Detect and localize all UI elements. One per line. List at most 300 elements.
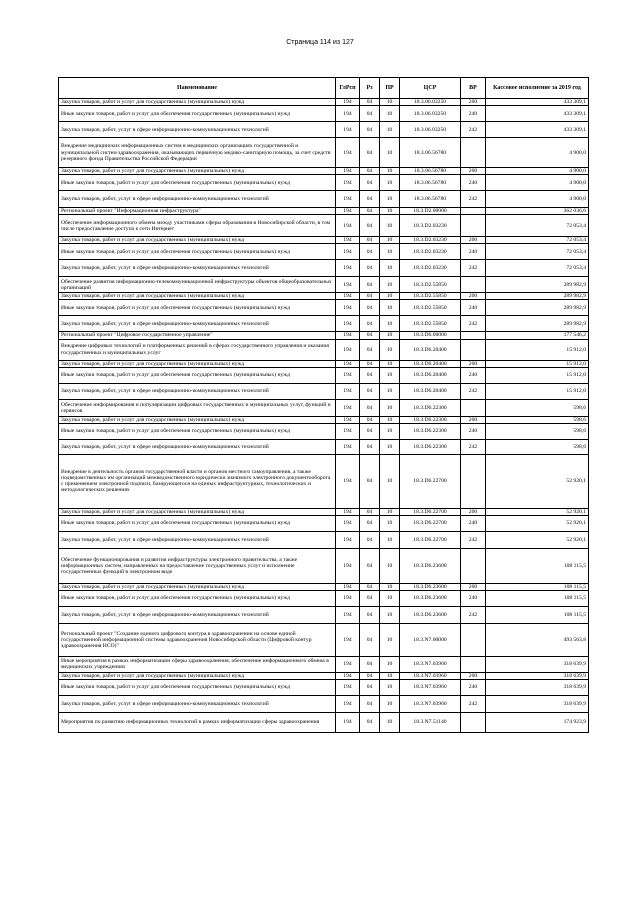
- table-row: [59, 531, 589, 548]
- table-row: [59, 548, 589, 583]
- row-vr: 240: [461, 423, 486, 439]
- row-csr: 18.3.D6.23600: [400, 590, 461, 606]
- row-glrsp: 194: [336, 399, 360, 416]
- row-vr: 200: [461, 508, 486, 515]
- row-glrsp: 194: [336, 175, 360, 191]
- row-rz: 04: [360, 277, 380, 293]
- row-glrsp: 194: [336, 339, 360, 360]
- row-rz: 04: [360, 260, 380, 277]
- header-sum: Кассовое исполнение за 2019 год: [486, 78, 589, 99]
- row-csr: 18.3.N7.51140: [400, 713, 461, 733]
- table-row: [59, 383, 589, 399]
- row-vr: [461, 399, 486, 416]
- row-csr: 18.3.D2.55850: [400, 316, 461, 332]
- row-csr: 18.3.06.56780: [400, 191, 461, 208]
- row-csr: 18.3.N7.03960: [400, 656, 461, 672]
- row-glrsp: 194: [336, 215, 360, 237]
- row-pr: 10: [380, 454, 400, 508]
- row-name: Закупка товаров, работ и услуг для государственных (муниципальных) нужд: [59, 416, 336, 423]
- row-pr: 10: [380, 508, 400, 515]
- row-pr: 10: [380, 168, 400, 175]
- table-row: [59, 623, 589, 656]
- table-body: [59, 99, 589, 733]
- row-pr: 10: [380, 360, 400, 367]
- row-glrsp: 194: [336, 439, 360, 454]
- row-csr: 18.3.N7.03960: [400, 680, 461, 696]
- row-pr: 10: [380, 138, 400, 168]
- row-vr: [461, 208, 486, 215]
- row-rz: 04: [360, 208, 380, 215]
- table-row: [59, 590, 589, 606]
- table-header-row: [59, 78, 589, 99]
- row-rz: 04: [360, 439, 380, 454]
- row-sum: 108 115,5: [486, 583, 589, 590]
- row-pr: 10: [380, 260, 400, 277]
- row-glrsp: 194: [336, 300, 360, 316]
- row-rz: 04: [360, 138, 380, 168]
- row-pr: 10: [380, 696, 400, 713]
- row-sum: 108 115,5: [486, 590, 589, 606]
- row-csr: 18.3.06.56780: [400, 175, 461, 191]
- row-sum: 598,6: [486, 399, 589, 416]
- row-pr: 10: [380, 439, 400, 454]
- row-vr: 242: [461, 191, 486, 208]
- row-vr: 240: [461, 106, 486, 122]
- row-csr: 18.3.D6.20400: [400, 383, 461, 399]
- row-sum: 15 912,0: [486, 339, 589, 360]
- row-sum: 52 920,1: [486, 508, 589, 515]
- row-pr: 10: [380, 548, 400, 583]
- row-name: Внедрение в деятельность органов государственной власти и органов местного самоуправления, а также подведомственных им организаций межведомственного юридически значимого электронного документооборота с применением электронной подписи, базирующегося на единых инфраструктурных, технологических и методологических решениях: [59, 454, 336, 508]
- row-sum: 433 309,1: [486, 99, 589, 106]
- row-name: Закупка товаров, работ, услуг в сфере информационно-коммуникационных технологий: [59, 316, 336, 332]
- row-glrsp: 194: [336, 367, 360, 383]
- row-csr: 18.3.D6.22300: [400, 439, 461, 454]
- row-name: Закупка товаров, работ и услуг для государственных (муниципальных) нужд: [59, 360, 336, 367]
- row-glrsp: 194: [336, 583, 360, 590]
- table-row: [59, 696, 589, 713]
- row-name: Закупка товаров, работ и услуг для государственных (муниципальных) нужд: [59, 672, 336, 679]
- table-row: [59, 606, 589, 623]
- table-row: [59, 399, 589, 416]
- row-vr: 240: [461, 367, 486, 383]
- row-name: Внедрение цифровых технологий и платформенных решений в сферах государственного управления и оказания государственных и муниципальных услуг: [59, 339, 336, 360]
- row-pr: 10: [380, 623, 400, 656]
- row-pr: 10: [380, 244, 400, 260]
- table-row: [59, 300, 589, 316]
- table-row: [59, 244, 589, 260]
- row-pr: 10: [380, 672, 400, 679]
- table-row: [59, 508, 589, 515]
- row-sum: 318 639,9: [486, 672, 589, 679]
- row-rz: 04: [360, 360, 380, 367]
- row-glrsp: 194: [336, 106, 360, 122]
- row-name: Закупка товаров, работ, услуг в сфере информационно-коммуникационных технологий: [59, 383, 336, 399]
- row-sum: 72 053,4: [486, 237, 589, 244]
- table-row: [59, 293, 589, 300]
- row-glrsp: 194: [336, 515, 360, 531]
- table-row: [59, 122, 589, 138]
- row-glrsp: 194: [336, 623, 360, 656]
- row-name: Региональный проект "Информационная инфраструктура": [59, 208, 336, 215]
- table-row: [59, 215, 589, 237]
- row-pr: 10: [380, 175, 400, 191]
- row-csr: 18.3.D2.03230: [400, 215, 461, 237]
- table-row: [59, 332, 589, 339]
- row-rz: 04: [360, 416, 380, 423]
- row-glrsp: 194: [336, 531, 360, 548]
- row-glrsp: 194: [336, 590, 360, 606]
- row-name: Закупка товаров, работ и услуг для государственных (муниципальных) нужд: [59, 99, 336, 106]
- row-sum: 15 912,0: [486, 383, 589, 399]
- row-pr: 10: [380, 416, 400, 423]
- table-row: [59, 208, 589, 215]
- row-sum: 72 053,4: [486, 260, 589, 277]
- row-rz: 04: [360, 623, 380, 656]
- table-row: [59, 713, 589, 733]
- row-glrsp: 194: [336, 680, 360, 696]
- row-name: Закупка товаров, работ, услуг в сфере информационно-коммуникационных технологий: [59, 439, 336, 454]
- row-name: Обеспечение развития информационно-телекоммуникационной инфраструктуры объектов общеобразовательных организаций: [59, 277, 336, 293]
- row-sum: 318 639,9: [486, 680, 589, 696]
- row-vr: 242: [461, 316, 486, 332]
- row-glrsp: 194: [336, 316, 360, 332]
- row-name: Обеспечение информирования и популяризации цифровых государственных и муниципальных услуг, функций и сервисов: [59, 399, 336, 416]
- row-rz: 04: [360, 383, 380, 399]
- row-name: Закупка товаров, работ и услуг для государственных (муниципальных) нужд: [59, 583, 336, 590]
- row-glrsp: 194: [336, 606, 360, 623]
- row-pr: 10: [380, 583, 400, 590]
- row-csr: 18.3.D6.20400: [400, 339, 461, 360]
- row-glrsp: 194: [336, 168, 360, 175]
- row-glrsp: 194: [336, 332, 360, 339]
- row-rz: 04: [360, 508, 380, 515]
- row-name: Закупка товаров, работ, услуг в сфере информационно-коммуникационных технологий: [59, 606, 336, 623]
- row-name: Закупка товаров, работ и услуг для государственных (муниципальных) нужд: [59, 293, 336, 300]
- row-pr: 10: [380, 277, 400, 293]
- page-number-header: Страница 114 из 127: [286, 39, 354, 46]
- row-sum: 15 912,0: [486, 367, 589, 383]
- table-row: [59, 439, 589, 454]
- row-csr: 18.3.D6.22700: [400, 515, 461, 531]
- row-pr: 10: [380, 237, 400, 244]
- row-csr: 18.3.06.56780: [400, 138, 461, 168]
- row-glrsp: 194: [336, 293, 360, 300]
- table-row: [59, 191, 589, 208]
- row-name: Иные закупки товаров, работ и услуг для обеспечения государственных (муниципальных) нужд: [59, 423, 336, 439]
- row-sum: 289 982,9: [486, 277, 589, 293]
- row-sum: 108 115,5: [486, 548, 589, 583]
- row-sum: 598,6: [486, 416, 589, 423]
- row-rz: 04: [360, 696, 380, 713]
- table-row: [59, 99, 589, 106]
- row-glrsp: 194: [336, 548, 360, 583]
- row-glrsp: 194: [336, 360, 360, 367]
- row-csr: 18.3.D6.22700: [400, 454, 461, 508]
- row-csr: 18.3.D6.00000: [400, 332, 461, 339]
- table-row: [59, 106, 589, 122]
- row-vr: [461, 454, 486, 508]
- row-sum: 177 546,2: [486, 332, 589, 339]
- row-csr: 18.3.D6.22300: [400, 423, 461, 439]
- row-vr: 200: [461, 360, 486, 367]
- row-glrsp: 194: [336, 508, 360, 515]
- row-glrsp: 194: [336, 696, 360, 713]
- row-vr: 240: [461, 244, 486, 260]
- row-sum: 598,6: [486, 439, 589, 454]
- row-sum: 52 920,1: [486, 454, 589, 508]
- row-vr: 242: [461, 606, 486, 623]
- row-csr: 18.3.D2.03230: [400, 244, 461, 260]
- row-vr: 200: [461, 583, 486, 590]
- row-vr: 240: [461, 590, 486, 606]
- row-glrsp: 194: [336, 99, 360, 106]
- row-rz: 04: [360, 191, 380, 208]
- row-name: Иные закупки товаров, работ и услуг для обеспечения государственных (муниципальных) нужд: [59, 590, 336, 606]
- row-csr: 18.3.D6.22700: [400, 531, 461, 548]
- row-name: Региональный проект "Цифровое государственное управление": [59, 332, 336, 339]
- row-rz: 04: [360, 713, 380, 733]
- row-csr: 18.3.D2.55850: [400, 300, 461, 316]
- row-glrsp: 194: [336, 423, 360, 439]
- row-name: Закупка товаров, работ, услуг в сфере информационно-коммуникационных технологий: [59, 191, 336, 208]
- row-sum: 289 982,9: [486, 293, 589, 300]
- row-sum: 15 912,0: [486, 360, 589, 367]
- header-name: Наименование: [59, 78, 336, 99]
- row-rz: 04: [360, 332, 380, 339]
- row-name: Иные закупки товаров, работ и услуг для обеспечения государственных (муниципальных) нужд: [59, 175, 336, 191]
- row-csr: 18.3.D6.22700: [400, 508, 461, 515]
- row-glrsp: 194: [336, 454, 360, 508]
- row-rz: 04: [360, 680, 380, 696]
- row-name: Закупка товаров, работ, услуг в сфере информационно-коммуникационных технологий: [59, 531, 336, 548]
- table-row: [59, 423, 589, 439]
- row-pr: 10: [380, 713, 400, 733]
- row-name: Иные закупки товаров, работ и услуг для обеспечения государственных (муниципальных) нужд: [59, 300, 336, 316]
- row-glrsp: 194: [336, 713, 360, 733]
- row-csr: 18.3.D6.22300: [400, 399, 461, 416]
- row-pr: 10: [380, 680, 400, 696]
- row-vr: [461, 138, 486, 168]
- row-glrsp: 194: [336, 237, 360, 244]
- row-rz: 04: [360, 656, 380, 672]
- row-rz: 04: [360, 367, 380, 383]
- row-sum: 52 920,1: [486, 531, 589, 548]
- row-sum: 362 036,6: [486, 208, 589, 215]
- row-sum: 174 923,9: [486, 713, 589, 733]
- header-rz: Рз: [360, 78, 380, 99]
- row-vr: 242: [461, 383, 486, 399]
- row-csr: 18.3.N7.03960: [400, 672, 461, 679]
- row-rz: 04: [360, 237, 380, 244]
- row-name: Закупка товаров, работ и услуг для государственных (муниципальных) нужд: [59, 237, 336, 244]
- row-glrsp: 194: [336, 122, 360, 138]
- row-sum: 72 053,4: [486, 215, 589, 237]
- row-pr: 10: [380, 332, 400, 339]
- header-glrsp: ГлРсп: [336, 78, 360, 99]
- row-sum: 289 982,9: [486, 316, 589, 332]
- row-rz: 04: [360, 672, 380, 679]
- row-name: Закупка товаров, работ, услуг в сфере информационно-коммуникационных технологий: [59, 696, 336, 713]
- row-pr: 10: [380, 106, 400, 122]
- row-vr: 242: [461, 531, 486, 548]
- row-pr: 10: [380, 531, 400, 548]
- row-glrsp: 194: [336, 208, 360, 215]
- row-name: Иные закупки товаров, работ и услуг для обеспечения государственных (муниципальных) нужд: [59, 244, 336, 260]
- row-vr: [461, 623, 486, 656]
- row-pr: 10: [380, 191, 400, 208]
- row-csr: 18.3.06.03250: [400, 122, 461, 138]
- row-vr: [461, 656, 486, 672]
- row-vr: 240: [461, 175, 486, 191]
- row-csr: 18.3.D6.20400: [400, 367, 461, 383]
- row-csr: 18.3.D6.23600: [400, 606, 461, 623]
- header-vr: ВР: [461, 78, 486, 99]
- row-csr: 18.3.D6.23600: [400, 583, 461, 590]
- row-vr: [461, 339, 486, 360]
- row-pr: 10: [380, 515, 400, 531]
- row-sum: 52 920,1: [486, 515, 589, 531]
- row-rz: 04: [360, 606, 380, 623]
- budget-table: [58, 77, 589, 733]
- table-row: [59, 360, 589, 367]
- row-rz: 04: [360, 583, 380, 590]
- row-vr: [461, 713, 486, 733]
- table-row: [59, 515, 589, 531]
- row-sum: 4 900,0: [486, 175, 589, 191]
- row-vr: 200: [461, 672, 486, 679]
- row-pr: 10: [380, 208, 400, 215]
- row-pr: 10: [380, 423, 400, 439]
- table-row: [59, 339, 589, 360]
- row-rz: 04: [360, 168, 380, 175]
- row-vr: 242: [461, 439, 486, 454]
- table-row: [59, 583, 589, 590]
- row-glrsp: 194: [336, 416, 360, 423]
- row-name: Закупка товаров, работ и услуг для государственных (муниципальных) нужд: [59, 168, 336, 175]
- row-csr: 18.3.D2.03230: [400, 260, 461, 277]
- row-pr: 10: [380, 339, 400, 360]
- row-vr: 240: [461, 300, 486, 316]
- row-vr: 242: [461, 696, 486, 713]
- row-sum: 318 639,9: [486, 656, 589, 672]
- row-pr: 10: [380, 293, 400, 300]
- row-rz: 04: [360, 175, 380, 191]
- row-pr: 10: [380, 367, 400, 383]
- row-vr: 240: [461, 515, 486, 531]
- row-glrsp: 194: [336, 672, 360, 679]
- row-csr: 18.3.D2.55850: [400, 293, 461, 300]
- row-rz: 04: [360, 548, 380, 583]
- table-row: [59, 454, 589, 508]
- table-row: [59, 416, 589, 423]
- row-vr: 200: [461, 237, 486, 244]
- row-sum: 433 309,1: [486, 106, 589, 122]
- row-name: Обеспечение функционирования и развития инфраструктуры электронного правительства, а также информационных систем, направленных на предоставление государственных услуг и исполнение государственных функций в электронном виде: [59, 548, 336, 583]
- row-rz: 04: [360, 454, 380, 508]
- row-rz: 04: [360, 122, 380, 138]
- row-pr: 10: [380, 316, 400, 332]
- row-pr: 10: [380, 606, 400, 623]
- row-sum: 4 900,0: [486, 168, 589, 175]
- row-sum: 289 982,9: [486, 300, 589, 316]
- row-rz: 04: [360, 300, 380, 316]
- row-glrsp: 194: [336, 138, 360, 168]
- row-csr: 18.3.D2.00000: [400, 208, 461, 215]
- row-pr: 10: [380, 215, 400, 237]
- table-row: [59, 260, 589, 277]
- row-csr: 18.3.06.03250: [400, 99, 461, 106]
- table-row: [59, 680, 589, 696]
- row-vr: 200: [461, 99, 486, 106]
- row-sum: 493 563,8: [486, 623, 589, 656]
- row-vr: [461, 277, 486, 293]
- row-sum: 108 115,5: [486, 606, 589, 623]
- row-name: Обеспечение информационного обмена между участниками сферы образования в Новосибирской области, в том числе предоставление доступа к сети Интернет: [59, 215, 336, 237]
- row-csr: 18.3.N7.03960: [400, 696, 461, 713]
- row-sum: 318 639,9: [486, 696, 589, 713]
- row-rz: 04: [360, 215, 380, 237]
- row-sum: 4 900,0: [486, 138, 589, 168]
- row-sum: 72 053,4: [486, 244, 589, 260]
- row-csr: 18.3.D6.23600: [400, 548, 461, 583]
- row-name: Закупка товаров, работ и услуг для государственных (муниципальных) нужд: [59, 508, 336, 515]
- row-vr: 200: [461, 168, 486, 175]
- row-sum: 598,6: [486, 423, 589, 439]
- row-name: Мероприятия по развитию информационных технологий в рамках информатизации сферы здравоохранения: [59, 713, 336, 733]
- row-pr: 10: [380, 383, 400, 399]
- row-vr: [461, 215, 486, 237]
- row-name: Иные закупки товаров, работ и услуг для обеспечения государственных (муниципальных) нужд: [59, 106, 336, 122]
- row-rz: 04: [360, 590, 380, 606]
- row-name: Закупка товаров, работ, услуг в сфере информационно-коммуникационных технологий: [59, 260, 336, 277]
- row-name: Иные закупки товаров, работ и услуг для обеспечения государственных (муниципальных) нужд: [59, 680, 336, 696]
- row-vr: 200: [461, 293, 486, 300]
- row-glrsp: 194: [336, 277, 360, 293]
- table-row: [59, 138, 589, 168]
- row-pr: 10: [380, 590, 400, 606]
- row-vr: [461, 332, 486, 339]
- row-glrsp: 194: [336, 244, 360, 260]
- row-rz: 04: [360, 339, 380, 360]
- row-csr: 18.3.D6.20400: [400, 360, 461, 367]
- row-csr: 18.3.06.56780: [400, 168, 461, 175]
- row-rz: 04: [360, 316, 380, 332]
- row-name: Внедрение медицинских информационных систем в медицинских организациях государственной и муниципальной систем здравоохранения, оказывающих первичную медико-санитарную помощь, за счет средств резервного фонда Правительства Российской Федерации: [59, 138, 336, 168]
- row-name: Иные мероприятия в рамках информатизации сферы здравоохранения, обеспечение информационного обмена в медицинских учреждениях: [59, 656, 336, 672]
- row-rz: 04: [360, 423, 380, 439]
- row-glrsp: 194: [336, 191, 360, 208]
- row-csr: 18.3.N7.00000: [400, 623, 461, 656]
- row-csr: 18.3.06.03250: [400, 106, 461, 122]
- row-name: Региональный проект "Создание единого цифрового контура в здравоохранении на основе единой государственной информационной системы здравоохранения Новосибирской области (Цифровой контур здравоохранения НСО)": [59, 623, 336, 656]
- table-row: [59, 237, 589, 244]
- row-pr: 10: [380, 656, 400, 672]
- row-csr: 18.3.D2.55850: [400, 277, 461, 293]
- row-rz: 04: [360, 106, 380, 122]
- row-rz: 04: [360, 515, 380, 531]
- table-row: [59, 316, 589, 332]
- row-glrsp: 194: [336, 656, 360, 672]
- row-pr: 10: [380, 122, 400, 138]
- row-csr: 18.3.D2.03230: [400, 237, 461, 244]
- row-rz: 04: [360, 399, 380, 416]
- row-rz: 04: [360, 244, 380, 260]
- row-vr: 242: [461, 260, 486, 277]
- row-rz: 04: [360, 293, 380, 300]
- table-row: [59, 367, 589, 383]
- row-rz: 04: [360, 531, 380, 548]
